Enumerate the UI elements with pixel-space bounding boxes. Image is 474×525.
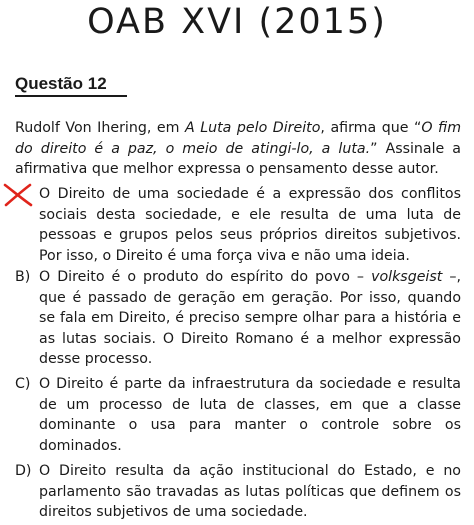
option-d-letter: D) <box>15 463 32 479</box>
question-label: Questão 12 <box>15 74 127 97</box>
option-a-text: O Direito de uma sociedade é a expressão dos conflitos sociais desta sociedade, e ele resulta de uma luta de pessoas e grupos pelos seus próprios direitos subjetivos. Por isso, o Direito é uma força viva e não uma ideia. <box>39 186 461 264</box>
stem-text-2: , afirma que “ <box>320 120 422 136</box>
stem-text-3: ” Assinale a afirmativa que melhor expressa o pensamento desse autor. <box>15 140 461 177</box>
option-b-text-2: –, que é passado de geração em geração. Por isso, quando se fala em Direito, é preciso sempre olhar para a história e as lutas sociais. O Direito Romano é a melhor expressão desse processo. <box>39 269 461 367</box>
option-d[interactable] <box>15 461 461 523</box>
option-b-text-1: O Direito é o produto do espírito do povo – <box>39 269 372 285</box>
book-title: A Luta pelo Direito <box>184 120 321 136</box>
option-a[interactable] <box>15 184 461 266</box>
option-c-letter: C) <box>15 376 31 392</box>
option-b-text <box>39 267 461 370</box>
option-c[interactable] <box>15 374 461 456</box>
page-title: OAB XVI (2015) <box>87 2 387 42</box>
option-c-text: O Direito é parte da infraestrutura da sociedade e resulta de um processo de luta de classes, em que a classe dominante o usa para manter o controle sobre os dominados. <box>39 376 461 454</box>
red-x-mark-icon <box>2 182 34 208</box>
volksgeist-term: volksgeist <box>371 269 443 285</box>
ihering-quote: O fim do direito é a paz, o meio de atingi-lo, a luta. <box>15 120 462 157</box>
option-b-letter: B) <box>15 269 31 285</box>
stem-text-1: Rudolf Von Ihering, em <box>15 120 185 136</box>
option-d-text: O Direito resulta da ação institucional do Estado, e no parlamento são travadas as lutas políticas que definem os direitos subjetivos de uma sociedade. <box>39 463 461 520</box>
option-b[interactable] <box>15 267 461 370</box>
question-stem <box>15 118 461 180</box>
